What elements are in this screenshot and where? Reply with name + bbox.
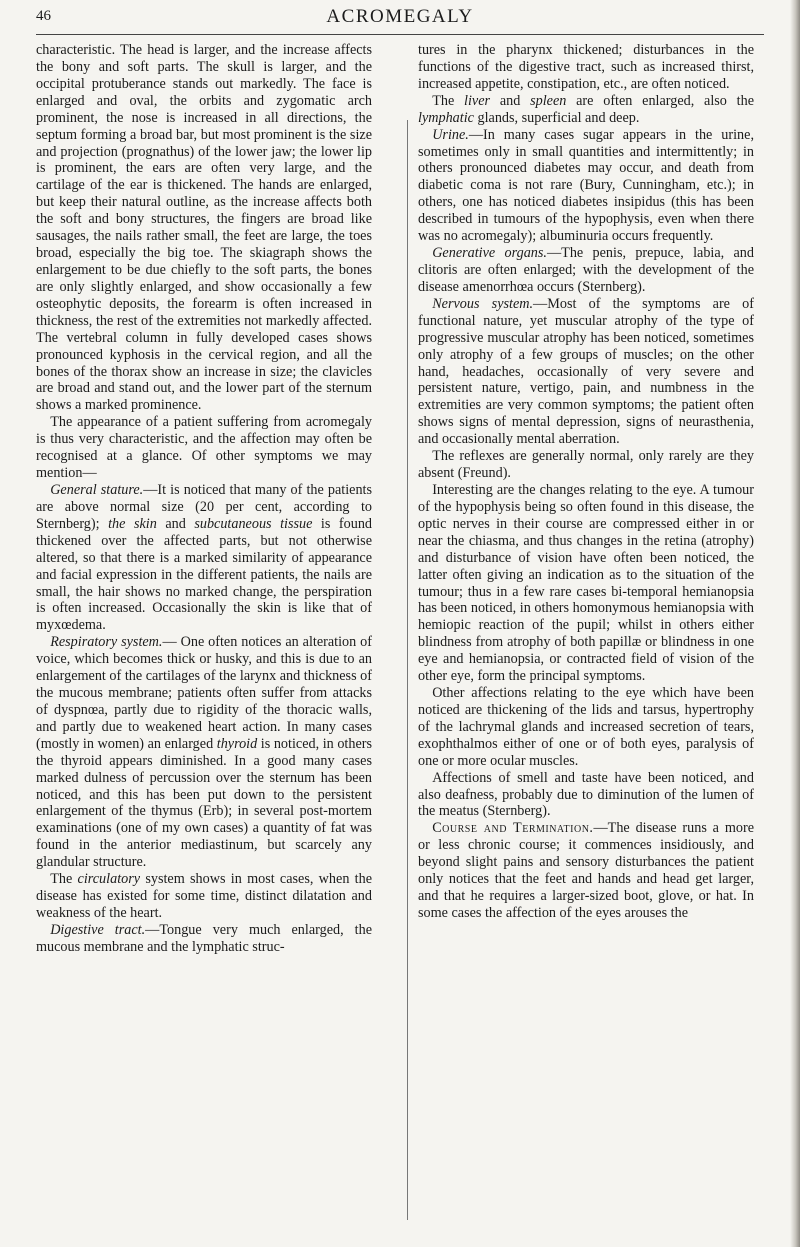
paragraph: Affections of smell and taste have been noticed, and also deafness, probably due to diminution of the lumen of the meatus (Sternberg). <box>418 769 754 820</box>
section-label: Urine. <box>432 126 469 143</box>
header-rule <box>36 34 764 35</box>
section-label: Respiratory system. <box>50 634 163 651</box>
paragraph: Urine.—In many cases sugar appears in the urine, sometimes only in small quantities and intermittently; in others pronounced diabetes may occur, and death from diabetic coma is not rare (Bury, Cunningham, etc.); in others, one has noticed diabetes insipidus (this has been described in tumours of the hypophysis, even when there was no acromegaly); albuminuria occurs frequently. <box>418 126 754 245</box>
page-edge-shadow <box>790 0 800 1247</box>
paragraph: Course and Termination.—The disease runs a more or less chronic course; it commences insidiously, and beyond slight pains and sensory disturbances the patient only notices that the feet and hands and head get larger, and that he requires a larger-sized boot, glove, or hat. In some cases the affection of the eyes arouses the <box>418 820 754 922</box>
paragraph: tures in the pharynx thickened; disturbances in the functions of the digestive tract, such as increased thirst, increased appetite, constipation, etc., are often noticed. <box>418 42 754 92</box>
running-title: ACROMEGALY <box>326 6 474 27</box>
left-column <box>36 42 372 956</box>
section-label: Nervous system. <box>432 295 534 312</box>
paragraph: General stature.—It is noticed that many of the patients are above normal size (20 per cent, according to Sternberg); the skin and subcutaneous tissue is found thickened over the affected parts, but not otherwise altered, so that there is a marked similarity of appearance and facial expression in the different patients, the nails are small, the hair shows no marked change, the perspiration is often increased. Occasionally the skin is like that of myxœdema. <box>36 481 372 634</box>
section-label: Generative organs. <box>432 245 547 262</box>
paragraph: Other affections relating to the eye which have been noticed are thickening of the lids and tarsus, hypertrophy of the lachrymal glands and increased secretion of tears, exophthalmos either of one or of both eyes, paralysis of one or more ocular muscles. <box>418 685 754 769</box>
paragraph: The circulatory system shows in most cases, when the disease has existed for some time, distinct dilatation and weakness of the heart. <box>36 871 373 922</box>
paragraph: Interesting are the changes relating to the eye. A tumour of the hypophysis being so often found in this disease, the optic nerves in their course are compressed either in or near the chiasma, and thus changes in the retina (atrophy) and disturbance of vision have often been noticed, the latter often giving an indication as to the situation of the tumour; thus in a few rare cases bi-temporal hemianopsia has been noticed, in others homonymous hemianopsia with hemiopic reaction of the pupil; whilst in others either blindness from atrophy of both papillæ or blindness in one eye and hemianopsia, or contracted field of vision of the other eye, form the principal symptoms. <box>418 481 754 685</box>
section-label: Course and Termination. <box>432 820 594 837</box>
paragraph: Generative organs.—The penis, prepuce, labia, and clitoris are often enlarged; with the development of the disease amenorrhœa occurs (Sternberg). <box>418 245 754 295</box>
paragraph: The appearance of a patient suffering from acromegaly is thus very characteristic, and the affection may often be recognised at a glance. Of other symptoms we may mention— <box>36 414 372 482</box>
paragraph: Respiratory system.— One often notices an alteration of voice, which becomes thick or husky, and this is due to an enlargement of the cartilages of the larynx and thickness of the mucous membrane; patients often suffer from attacks of dyspnœa, partly due to rigidity of the thoracic walls, and partly due to weakened heart action. In many cases (mostly in women) an enlarged thyroid is noticed, in others the thyroid appears diminished. In a good many cases marked dulness of percussion over the sternum has been noticed, and this has been put down to the persistent enlargement of the thymus (Erb); in several post-mortem examinations (one of my own cases) a quantity of fat was found in the anterior mediastinum, but scarcely any glandular structure. <box>36 634 373 871</box>
paragraph: The liver and spleen are often enlarged, also the lymphatic glands, superficial and deep. <box>418 92 755 126</box>
page-header <box>36 6 764 34</box>
paragraph: Nervous system.—Most of the symptoms are of functional nature, yet muscular atrophy of the type of progressive muscular atrophy has been noticed, sometimes only atrophy of a few groups of muscles; on the other hand, headaches, occasionally of very severe and persistent nature, vertigo, pain, and numbness in the extremities are very common symptoms; the patient often shows signs of mental depression, signs of neurasthenia, and occasionally mental aberration. <box>418 295 754 448</box>
section-label: Digestive tract. <box>50 921 146 938</box>
paragraph: The reflexes are generally normal, only rarely are they absent (Freund). <box>418 448 754 482</box>
section-label: General stature. <box>50 481 144 498</box>
right-column <box>418 42 754 922</box>
column-divider <box>407 120 408 1220</box>
paragraph: Digestive tract.—Tongue very much enlarged, the mucous membrane and the lymphatic struc- <box>36 921 372 955</box>
paragraph: characteristic. The head is larger, and the increase affects the bony and soft parts. The skull is larger, and the occipital protuberance stands out markedly. The face is enlarged and oval, the orbits and zygomatic arch prominent, the nose is increased in all directions, the septum forming a broad bar, but most prominent is the size and projection (prognathus) of the lower jaw; the lower lip is prominent, the ears are often very large, and the cartilage of the ear is thickened. The hands are enlarged, but keep their natural outline, as the increase affects both the soft and bony structures, the fingers are broad like sausages, the nails rather small, the feet are large, the toes broad, especially the big toe. The skiagraph shows the enlargement to be due chiefly to the soft parts, the bones are only slightly enlarged, and show occasionally a few osteophytic deposits, the forearm is often increased in thickness, the rest of the extremities not markedly affected. The vertebral column in fully developed cases shows pronounced kyphosis in the cervical region, and all the bones of the thorax show an increase in size; the clavicles are broad and stand out, and the lower part of the sternum shows a marked prominence. <box>36 42 372 414</box>
page-number: 46 <box>36 8 51 24</box>
